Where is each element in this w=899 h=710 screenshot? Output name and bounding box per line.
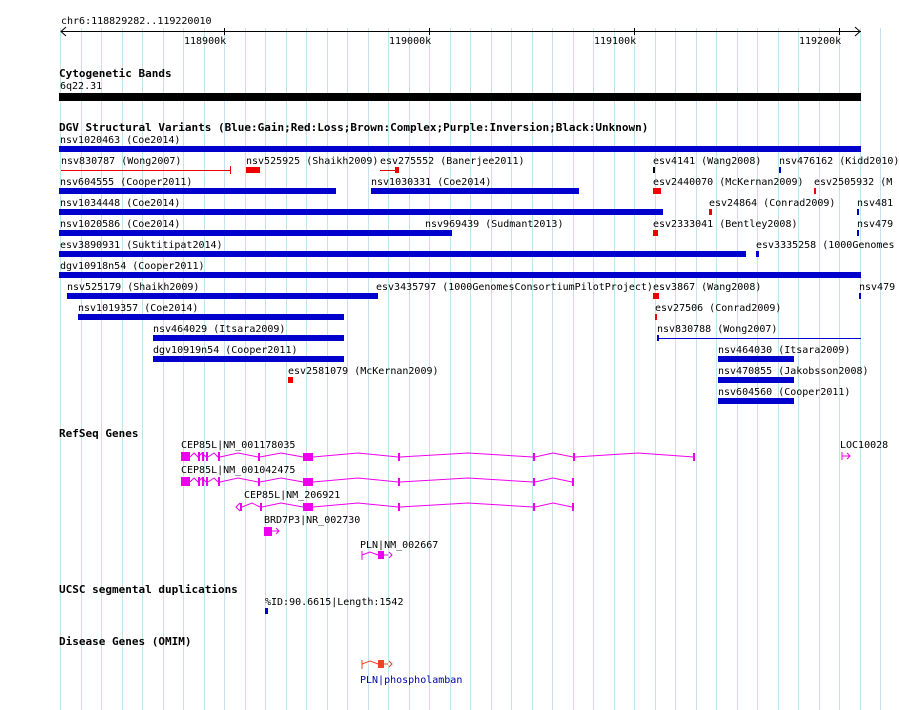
dgv-feature-bar[interactable]	[657, 338, 861, 339]
dgv-feature-label: esv3435797 (1000GenomesConsortiumPilotProject)	[376, 282, 653, 293]
dgv-feature-bar[interactable]	[655, 314, 657, 320]
gene-label: LOC10028	[840, 440, 889, 451]
dgv-feature-label: nsv830788 (Wong2007)	[657, 324, 778, 335]
ruler-arrow-right-icon	[855, 27, 861, 36]
dgv-feature-bar[interactable]	[718, 377, 794, 383]
dgv-feature-bar[interactable]	[653, 230, 658, 236]
dgv-feature-bar[interactable]	[857, 230, 859, 236]
gene-model[interactable]	[358, 548, 398, 564]
ruler-label: 118900k	[184, 36, 227, 47]
dgv-feature-bar[interactable]	[67, 293, 377, 299]
dgv-feature-bar[interactable]	[59, 209, 663, 215]
dgv-feature-label: nsv464029 (Itsara2009)	[153, 324, 286, 335]
segdup-label: %ID:90.6615|Length:1542	[265, 597, 404, 608]
dgv-feature-label: nsv1020586 (Coe2014)	[60, 219, 181, 230]
dgv-feature-bar[interactable]	[859, 293, 861, 299]
dgv-feature-bar[interactable]	[718, 356, 794, 362]
track-title-segdups: UCSC segmental duplications	[59, 583, 238, 596]
cytoband-bar[interactable]	[59, 93, 861, 101]
gene-label: PLN|NM_002667	[360, 540, 439, 551]
dgv-feature-label: nsv479	[857, 219, 894, 230]
track-title-cytoband: Cytogenetic Bands	[59, 67, 172, 80]
dgv-feature-label: nsv830787 (Wong2007)	[61, 156, 182, 167]
ruler-major-tick	[429, 28, 430, 35]
gene-label: CEP85L|NM_206921	[244, 490, 341, 501]
dgv-feature-label: nsv1019357 (Coe2014)	[78, 303, 199, 314]
dgv-feature-bar[interactable]	[709, 209, 712, 215]
gene-model[interactable]	[838, 448, 858, 464]
ruler-label: 119100k	[594, 36, 637, 47]
dgv-feature-label: esv27506 (Conrad2009)	[655, 303, 782, 314]
dgv-feature-label: nsv1034448 (Coe2014)	[60, 198, 181, 209]
dgv-feature-bar[interactable]	[425, 230, 452, 236]
dgv-feature-label: esv2440070 (McKernan2009)	[653, 177, 804, 188]
dgv-feature-label: nsv604555 (Cooper2011)	[60, 177, 193, 188]
dgv-feature-label: nsv969439 (Sudmant2013)	[425, 219, 564, 230]
dgv-feature-label: dgv10918n54 (Cooper2011)	[60, 261, 205, 272]
dgv-feature-bar[interactable]	[59, 188, 336, 194]
dgv-feature-label: nsv476162 (Kidd2010)	[779, 156, 899, 167]
dgv-feature-label: esv2581079 (McKernan2009)	[288, 366, 439, 377]
gene-model[interactable]	[178, 448, 700, 466]
dgv-feature-label: esv2505932 (M	[814, 177, 893, 188]
gene-label: CEP85L|NM_001178035	[181, 440, 296, 451]
dgv-feature-bar[interactable]	[78, 314, 344, 320]
dgv-feature-bar[interactable]	[653, 293, 659, 299]
dgv-feature-bar[interactable]	[857, 209, 859, 215]
dgv-feature-bar[interactable]	[153, 356, 344, 362]
track-title-omim: Disease Genes (OMIM)	[59, 635, 192, 648]
dgv-feature-label: dgv10919n54 (Cooper2011)	[153, 345, 298, 356]
dgv-feature-bar[interactable]	[59, 272, 861, 278]
ruler-arrow-left-icon	[60, 27, 66, 36]
dgv-feature-bar[interactable]	[59, 230, 425, 236]
segdup-feature[interactable]	[265, 608, 268, 614]
dgv-feature-bar[interactable]	[718, 398, 794, 404]
dgv-feature-block	[395, 167, 399, 173]
omim-gene-model[interactable]	[358, 657, 398, 673]
track-title-refseq: RefSeq Genes	[59, 427, 139, 440]
dgv-feature-label: esv24864 (Conrad2009)	[709, 198, 836, 209]
gene-label: CEP85L|NM_001042475	[181, 465, 296, 476]
dgv-feature-bar[interactable]	[779, 167, 781, 173]
dgv-feature-bar[interactable]	[653, 188, 661, 194]
region-label: chr6:118829282..119220010	[61, 16, 212, 27]
dgv-feature-label: nsv1020463 (Coe2014)	[60, 135, 181, 146]
dgv-feature-bar[interactable]	[376, 293, 378, 299]
dgv-feature-end	[230, 166, 231, 174]
dgv-feature-label: nsv481	[857, 198, 894, 209]
track-title-dgv: DGV Structural Variants (Blue:Gain;Red:Loss;Brown:Complex;Purple:Inversion;Black:Unknown)	[59, 121, 649, 134]
dgv-feature-label: esv275552 (Banerjee2011)	[380, 156, 525, 167]
dgv-feature-label: esv3335258 (1000Genomes	[756, 240, 895, 251]
dgv-feature-bar[interactable]	[59, 251, 746, 257]
gene-label: BRD7P3|NR_002730	[264, 515, 361, 526]
ruler-major-tick	[634, 28, 635, 35]
dgv-feature-label: nsv479	[859, 282, 896, 293]
grid-line	[675, 28, 676, 710]
cytoband-label: 6q22.31	[60, 81, 103, 92]
dgv-feature-bar[interactable]	[653, 167, 655, 173]
grid-line	[880, 28, 881, 710]
ruler-label: 119200k	[799, 36, 842, 47]
ruler-line	[61, 31, 861, 32]
grid-line	[696, 28, 697, 710]
grid-line	[655, 28, 656, 710]
dgv-feature-bar[interactable]	[153, 335, 344, 341]
dgv-feature-label: esv2333041 (Bentley2008)	[653, 219, 798, 230]
ruler-label: 119000k	[389, 36, 432, 47]
ruler-major-tick	[839, 28, 840, 35]
dgv-feature-bar[interactable]	[61, 170, 231, 171]
dgv-feature-label: nsv525925 (Shaikh2009)	[246, 156, 379, 167]
dgv-feature-block	[657, 335, 659, 341]
dgv-feature-label: esv3867 (Wang2008)	[653, 282, 762, 293]
dgv-feature-bar[interactable]	[288, 377, 293, 383]
gene-model[interactable]	[178, 473, 578, 491]
dgv-feature-label: nsv470855 (Jakobsson2008)	[718, 366, 869, 377]
grid-line	[716, 28, 717, 710]
dgv-feature-label: nsv604560 (Cooper2011)	[718, 387, 851, 398]
dgv-feature-label: nsv525179 (Shaikh2009)	[67, 282, 200, 293]
ruler-major-tick	[224, 28, 225, 35]
dgv-feature-bar[interactable]	[246, 167, 260, 173]
gene-model[interactable]	[262, 524, 282, 540]
dgv-feature-label: esv4141 (Wang2008)	[653, 156, 762, 167]
dgv-feature-bar[interactable]	[59, 146, 861, 152]
gene-model[interactable]	[232, 498, 578, 516]
omim-label[interactable]: PLN|phospholamban	[360, 675, 463, 686]
dgv-feature-bar[interactable]	[756, 251, 759, 257]
dgv-feature-bar[interactable]	[814, 188, 816, 194]
dgv-feature-label: esv3890931 (Suktitipat2014)	[60, 240, 223, 251]
dgv-feature-bar[interactable]	[371, 188, 579, 194]
dgv-feature-label: nsv1030331 (Coe2014)	[371, 177, 492, 188]
dgv-feature-label: nsv464030 (Itsara2009)	[718, 345, 851, 356]
